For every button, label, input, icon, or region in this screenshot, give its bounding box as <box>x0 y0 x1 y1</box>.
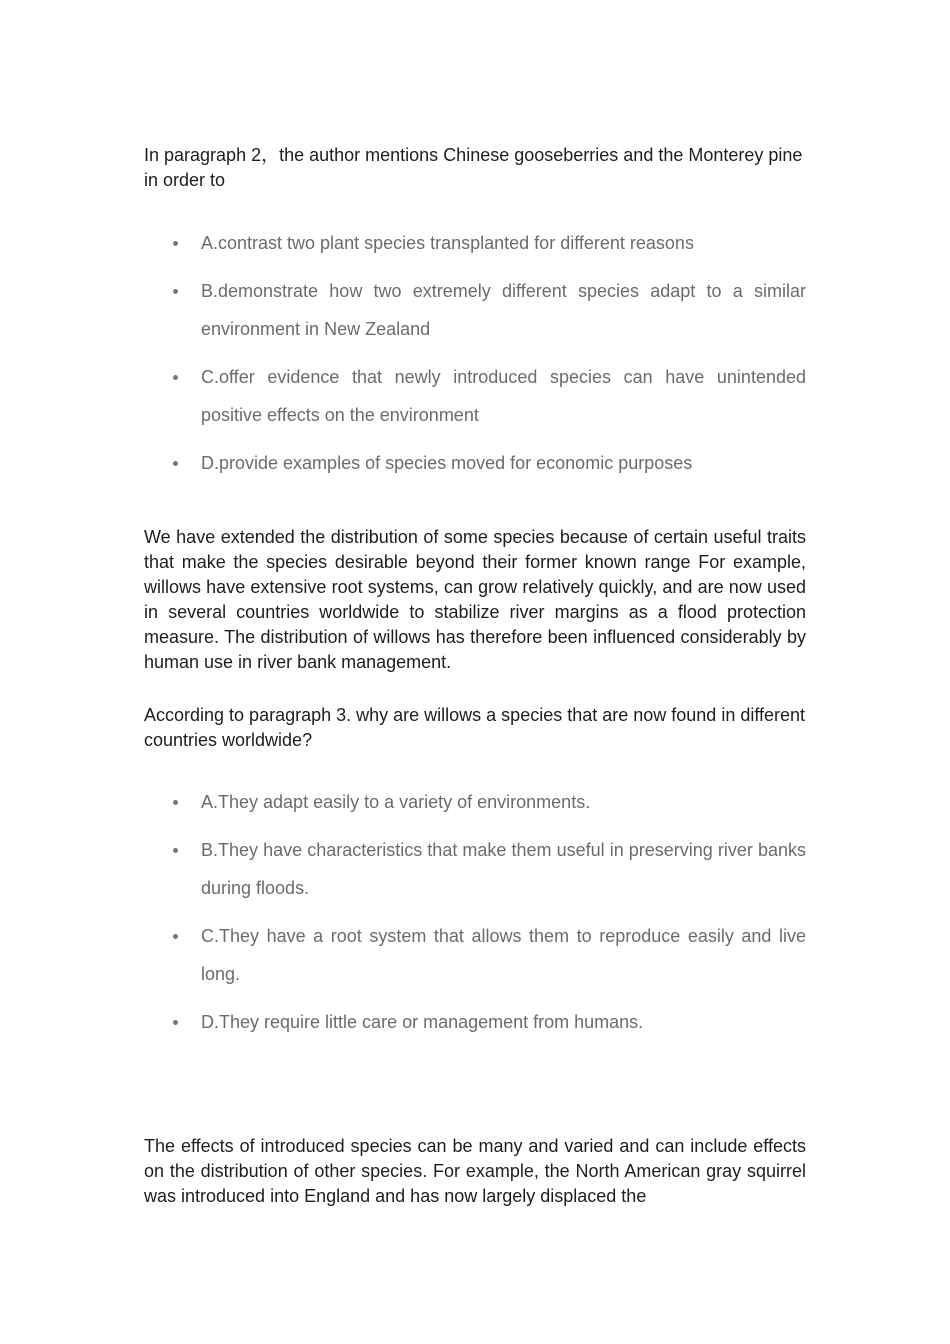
question-2-options <box>0 783 950 1041</box>
option-text: B.They have characteristics that make them useful in preserving river banks during floods. <box>201 840 806 898</box>
question-1-options <box>0 224 950 482</box>
bullet-icon <box>173 289 178 294</box>
question-2-option-a <box>201 783 806 821</box>
option-text: C.offer evidence that newly introduced species can have unintended positive effects on the environment <box>201 367 806 425</box>
question-2-option-d <box>201 1003 806 1041</box>
question-1-option-b <box>201 272 806 348</box>
bullet-icon <box>173 848 178 853</box>
option-text: C.They have a root system that allows them to reproduce easily and live long. <box>201 926 806 984</box>
paragraph-4: The effects of introduced species can be many and varied and can include effects on the distribution of other species. For example, the North American gray squirrel was introduced into England and has now largely displaced the <box>144 1136 806 1206</box>
option-text: A.contrast two plant species transplanted for different reasons <box>201 233 694 253</box>
option-text: D.They require little care or management from humans. <box>201 1012 644 1032</box>
question-1-stem: In paragraph 2，the author mentions Chinese gooseberries and the Monterey pine in order to <box>144 145 803 190</box>
question-1-option-a <box>201 224 806 262</box>
question-1-option-c <box>201 358 806 434</box>
option-text: D.provide examples of species moved for economic purposes <box>201 453 693 473</box>
question-1-option-d <box>201 444 806 482</box>
bullet-icon <box>173 800 178 805</box>
bullet-icon <box>173 934 178 939</box>
question-2-option-b <box>201 831 806 907</box>
bullet-icon <box>173 241 178 246</box>
question-2-stem: According to paragraph 3. why are willows a species that are now found in different countries worldwide? <box>144 705 806 750</box>
bullet-icon <box>173 1020 178 1025</box>
paragraph-3: We have extended the distribution of some species because of certain useful traits that make the species desirable beyond their former known range For example, willows have extensive root systems, can grow relatively quickly, and are now used in several countries worldwide to stabilize river margins as a flood protection measure. The distribution of willows has therefore been influenced considerably by human use in river bank management. <box>144 527 806 672</box>
option-text: A.They adapt easily to a variety of environments. <box>201 792 591 812</box>
bullet-icon <box>173 461 178 466</box>
option-text: B.demonstrate how two extremely different species adapt to a similar environment in New Zealand <box>201 281 806 339</box>
bullet-icon <box>173 375 178 380</box>
question-2-option-c <box>201 917 806 993</box>
